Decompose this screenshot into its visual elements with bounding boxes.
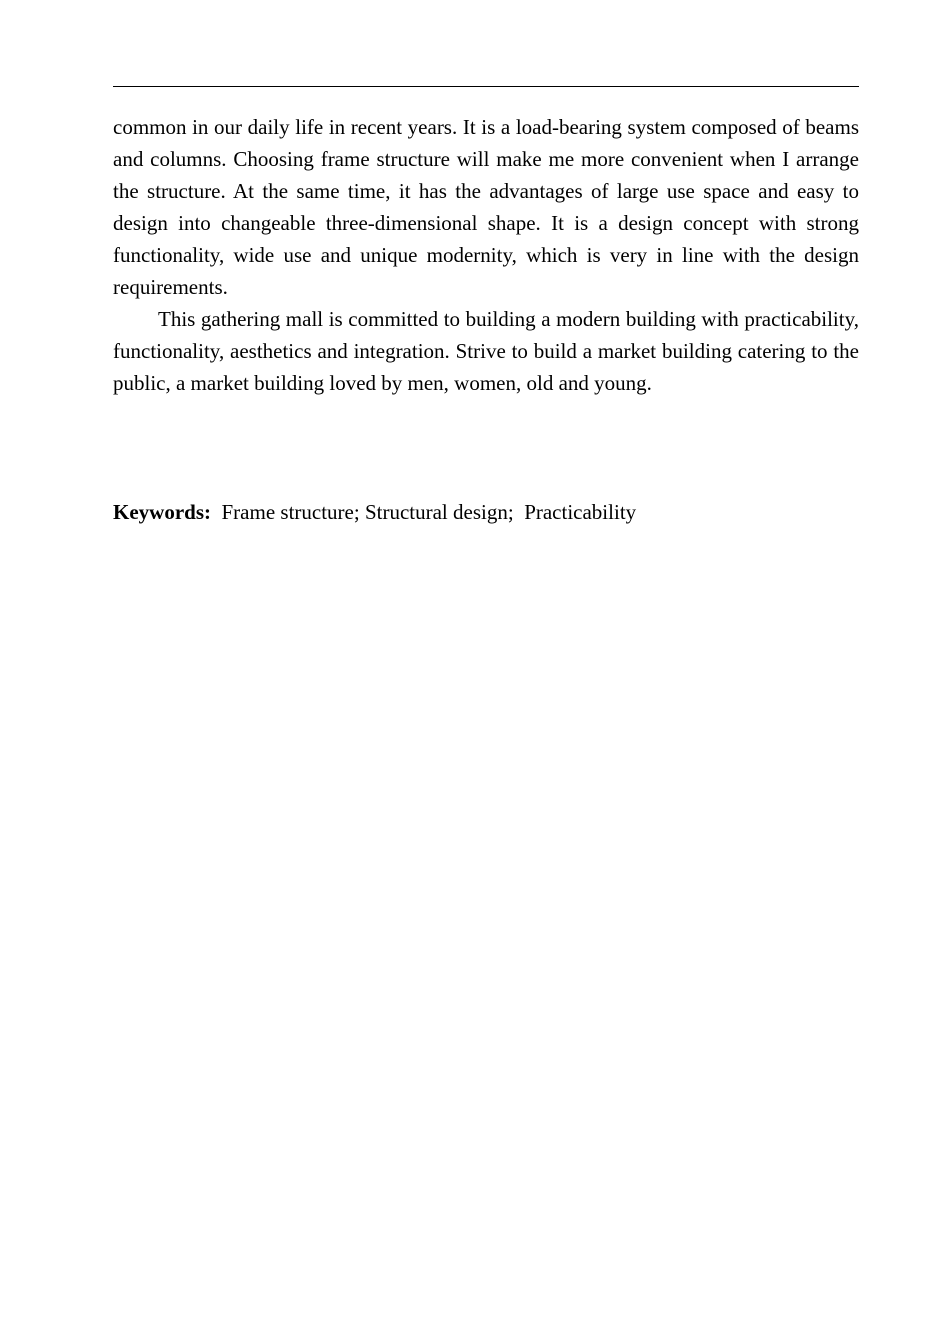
paragraph-mall-goal: This gathering mall is committed to building a modern building with practicability, functionality, aesthetics and integration. Strive to build a market building catering to the public, a market building loved by men, women, old and young. (113, 307, 859, 395)
keywords-line (113, 496, 859, 528)
keyword-item: Frame structure; (221, 500, 360, 524)
header-rule (113, 86, 859, 87)
keyword-item: Structural design; (364, 500, 514, 524)
keywords-label: Keywords: (113, 500, 211, 524)
abstract-body (113, 111, 859, 399)
keyword-item: Practicability (524, 500, 637, 524)
paragraph-continuation: common in our daily life in recent years. It is a load-bearing system composed of beams and columns. Choosing frame structure will make me more convenient when I arrange the structure. At the same time, it has the advantages of large use space and easy to design into changeable three-dimensional shape. It is a design concept with strong functionality, wide use and unique modernity, which is very in line with the design requirements. (113, 115, 859, 299)
